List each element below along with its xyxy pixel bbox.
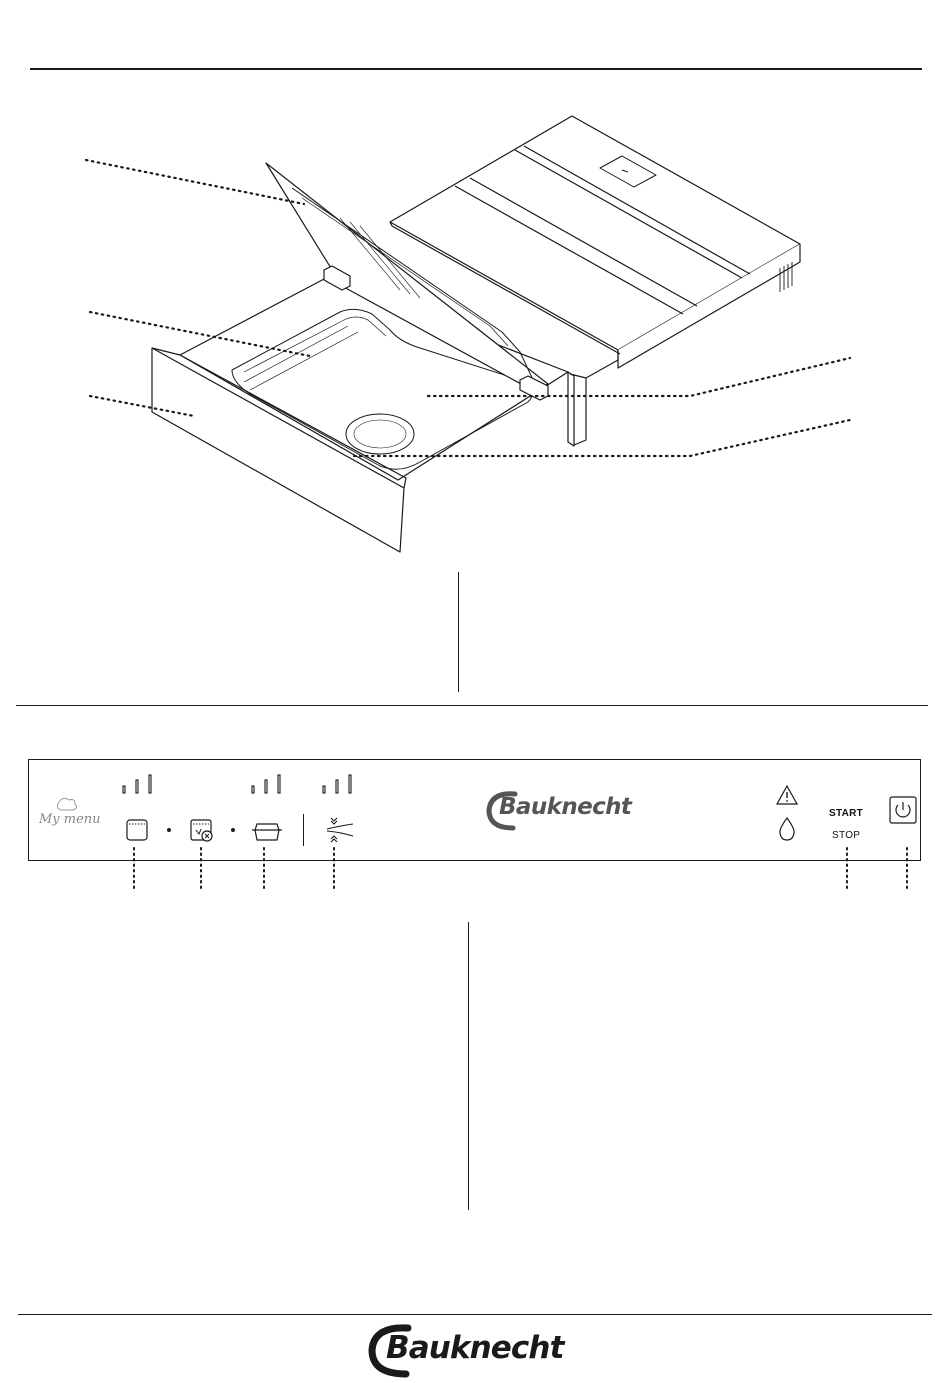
footer-rule (18, 1314, 932, 1315)
panel-separator (303, 814, 304, 846)
defrost-icon[interactable] (325, 816, 355, 844)
section-rule (16, 705, 928, 706)
column-divider-1 (458, 572, 459, 692)
footer-brand-text: Bauknecht (386, 1330, 564, 1366)
panel-brand-logo (485, 788, 645, 834)
mymenu-logo (37, 796, 107, 836)
separator-dot (167, 828, 171, 832)
warming-drawer-illustration (0, 80, 950, 560)
top-rule (30, 68, 922, 70)
mymenu-text: My menu (39, 812, 101, 827)
footer-brand-logo (368, 1322, 588, 1380)
level-bars-icon (321, 774, 355, 796)
food-vegetable-icon[interactable] (189, 818, 215, 844)
casserole-icon[interactable] (251, 820, 283, 844)
cup-icon[interactable] (125, 818, 149, 844)
stop-label[interactable]: STOP (832, 830, 861, 841)
separator-dot (231, 828, 235, 832)
level-bars-icon (121, 774, 155, 796)
power-icon[interactable] (889, 796, 917, 824)
level-bars-icon (250, 774, 284, 796)
warning-icon (775, 784, 799, 806)
panel-leader-lines (0, 846, 950, 890)
water-drop-icon (777, 816, 797, 842)
column-divider-2 (468, 922, 469, 1210)
start-label[interactable]: START (829, 808, 864, 819)
panel-brand-text: Bauknecht (499, 794, 632, 820)
